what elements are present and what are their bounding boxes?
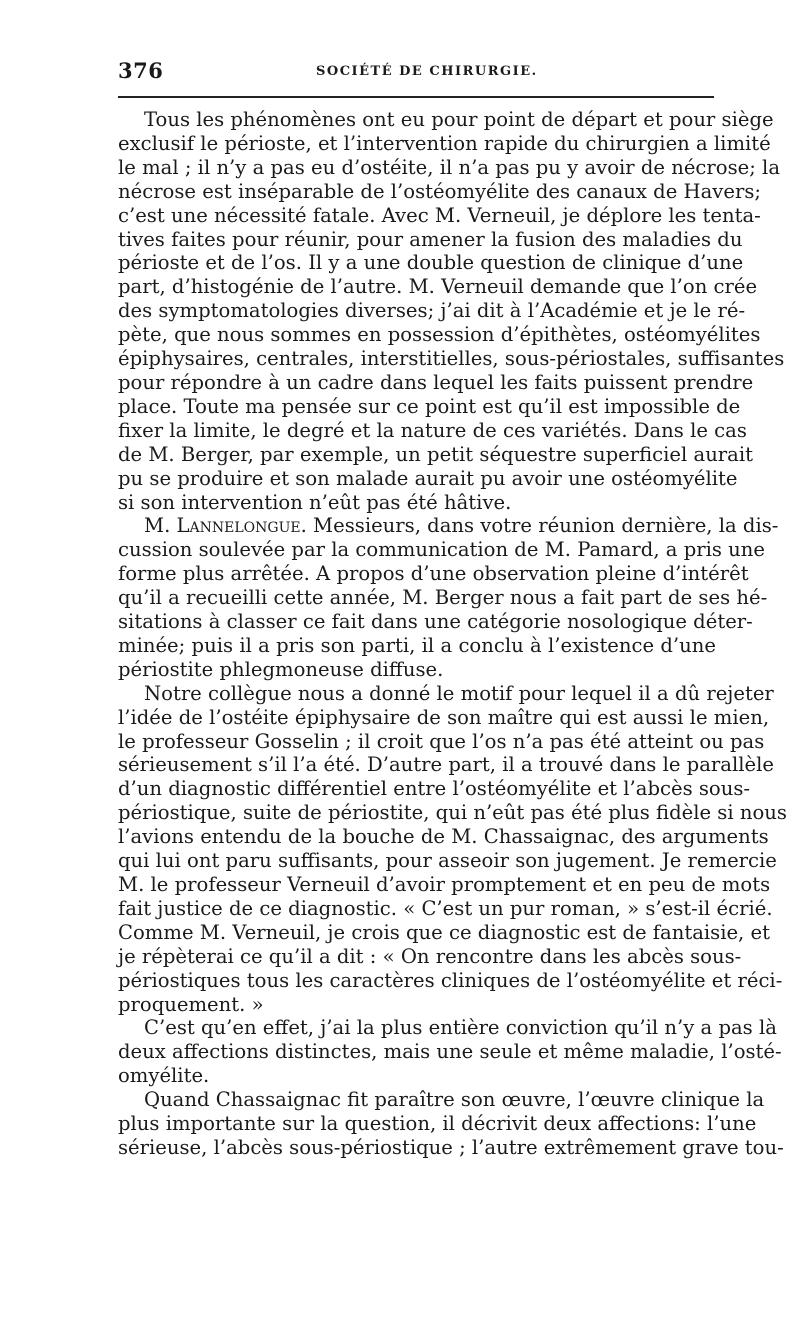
body-text [118,108,787,1160]
paragraph-5 [118,1088,784,1160]
text-line: C’est qu’en effet, j’ai la plus entière conviction qu’il n’y a pas là [144,1016,777,1040]
text-line: périostique, suite de périostite, qui n’eût pas été plus fidèle si nous [118,801,787,825]
text-line: Notre collègue nous a donné le motif pour lequel il a dû rejeter [144,681,774,705]
text-line: je répèterai ce qu’il a dit : « On rencontre dans les abcès sous- [118,944,742,968]
text-line: M. le professeur Verneuil d’avoir promptement et en peu de mots [118,873,771,896]
text-line: sérieusement s’il l’a été. D’autre part, il a trouvé dans le parallèle [118,753,774,777]
text-line: des symptomatologies diverses; j’ai dit à l’Académie et je le ré- [118,299,746,323]
speaker-name: Lannelongue. [176,514,307,538]
text-line: l’idée de l’ostéite épiphysaire de son maître qui est aussi le mien, [118,705,770,729]
text-line: deux affections distinctes, mais une seule et même maladie, l’osté- [118,1040,782,1064]
text-line: fait justice de ce diagnostic. « C’est un pur roman, » s’est-il écrié. [118,896,773,920]
text-line: périostite phlegmoneuse diffuse. [118,657,444,681]
text-line: Comme M. Verneuil, je crois que ce diagnostic est de fantaisie, et [118,920,770,944]
page-number: 376 [118,58,164,83]
text-line: qui lui ont paru suffisants, pour asseoir son jugement. Je remercie [118,849,777,873]
text-line: de M. Berger, par exemple, un petit séquestre superficiel aurait [118,442,753,466]
text-line: forme plus arrêtée. A propos d’une observation pleine d’intérêt [118,562,749,586]
text-line: tives faites pour réunir, pour amener la fusion des maladies du [118,227,743,251]
paragraph-3 [118,681,787,1017]
text-line: place. Toute ma pensée sur ce point est qu’il est impossible de [118,394,741,418]
text-line: fixer la limite, le degré et la nature de ces variétés. Dans le cas [118,418,747,442]
paragraph-4 [118,1016,782,1088]
text-line: qu’il a recueilli cette année, M. Berger nous a fait part de ses hé- [118,586,768,610]
text-line: le professeur Gosselin ; il croit que l’os n’a pas été atteint ou pas [118,729,765,753]
text-line: part, d’histogénie de l’autre. M. Verneuil demande que l’on crée [118,275,758,299]
text-line: épiphysaires, centrales, interstitielles, sous-périostales, suffisantes [118,347,785,371]
running-head: SOCIÉTÉ DE CHIRURGIE. [316,64,538,79]
text-line: périostiques tous les caractères cliniques de l’ostéomyélite et réci- [118,968,783,992]
text-line: Tous les phénomènes ont eu pour point de départ et pour siège [144,108,774,131]
text-line: si son intervention n’eût pas été hâtive. [118,490,512,514]
text-line: périoste et de l’os. Il y a une double question de clinique d’une [118,251,744,275]
paragraph-1 [118,108,785,514]
text-line: d’un diagnostic différentiel entre l’ostéomyélite et l’abcès sous- [118,777,751,801]
text-line: l’avions entendu de la bouche de M. Chassaignac, des arguments [118,825,769,849]
text-line: pu se produire et son malade aurait pu avoir une ostéomyélite [118,466,738,490]
text-line: pour répondre à un cadre dans lequel les faits puissent prendre [118,370,754,394]
text-line: Quand Chassaignac fit paraître son œuvre, l’œuvre clinique la [144,1088,765,1112]
text-line: omyélite. [118,1064,210,1088]
header-rule [118,96,714,98]
text-line: cussion soulevée par la communication de M. Pamard, a pris une [118,538,766,562]
text-line: plus importante sur la question, il décrivit deux affections: l’une [118,1112,757,1136]
page-header [118,58,712,90]
text-line: nécrose est inséparable de l’ostéomyélite des canaux de Havers; [118,179,761,203]
text-line: pète, que nous sommes en possession d’épithètes, ostéomyélites [118,323,761,347]
text-line: le mal ; il n’y a pas eu d’ostéite, il n’a pas pu y avoir de nécrose; la [118,155,780,179]
text-line: minée; puis il a pris son parti, il a conclu à l’existence d’une [118,633,716,657]
text-line [118,514,779,538]
text-line: proquement. » [118,992,264,1016]
paragraph-2 [118,514,779,681]
speaker-prefix: M. [144,514,177,538]
speaker-line-text: Messieurs, dans votre réunion dernière, la dis- [306,514,779,538]
text-line: sitations à classer ce fait dans une catégorie nosologique déter- [118,610,753,634]
text-line: sérieuse, l’abcès sous-périostique ; l’autre extrêmement grave tou- [118,1135,784,1159]
text-line: c’est une nécessité fatale. Avec M. Verneuil, je déplore les tenta- [118,203,761,227]
text-line: exclusif le périoste, et l’intervention rapide du chirurgien a limité [118,131,771,155]
